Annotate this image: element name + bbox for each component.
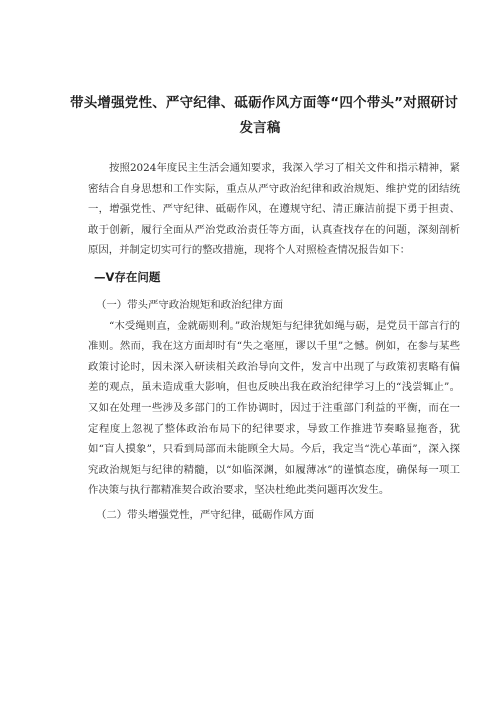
document-body	[88, 158, 460, 526]
subsection-1-paragraph: “木受绳则直，金就砺则利。”政治规矩与纪律犹如绳与砺，是党员干部言行的准则。然而，我在这方面却时有“失之毫厘，谬以千里”之憾。例如，在参与某些政策讨论时，因未深入研读相关政治导向文件，发言中出现了与政策初衷略有偏差的观点，虽未造成重大影响，但也反映出我在政治纪律学习上的“浅尝辄止”。又如在处理一些涉及多部门的工作协调时，因过于注重部门利益的平衡，而在一定程度上忽视了整体政治布局下的纪律要求，导致工作推进节奏略显拖沓，犹如“盲人摸象”，只看到局部而未能顾全大局。今后，我定当“洗心革面”，深入探究政治规矩与纪律的精髓，以“如临深渊，如履薄冰”的谨慎态度，确保每一项工作决策与执行都精准契合政治要求，坚决杜绝此类问题再次发生。	[88, 319, 460, 497]
document-title: 带头增强党性、严守纪律、砥砺作风方面等“四个带头”对照研讨	[70, 95, 459, 111]
section-heading-problems: —V存在问题	[94, 269, 161, 284]
subsection-heading-1: （一）带头严守政治规矩和政治纪律方面	[96, 298, 284, 311]
subsection-heading-2: （二）带头增强党性，严守纪律，砥砺作风方面	[96, 508, 315, 521]
document-title-continued: 发言稿	[239, 120, 281, 136]
intro-paragraph: 按照2024年度民主生活会通知要求，我深入学习了相关文件和指示精神，紧密结合自身思想和工作实际，重点从严守政治纪律和政治规矩、维护党的团结统一，增强党性、严守纪律、砥砺作风，在遵规守纪、清正廉洁前提下勇于担责、敢于创新，履行全面从严治党政治责任等方面，认真查找存在的问题，深刻剖析原因，并制定切实可行的整改措施，现将个人对照检查情况报告如下：	[88, 162, 460, 257]
